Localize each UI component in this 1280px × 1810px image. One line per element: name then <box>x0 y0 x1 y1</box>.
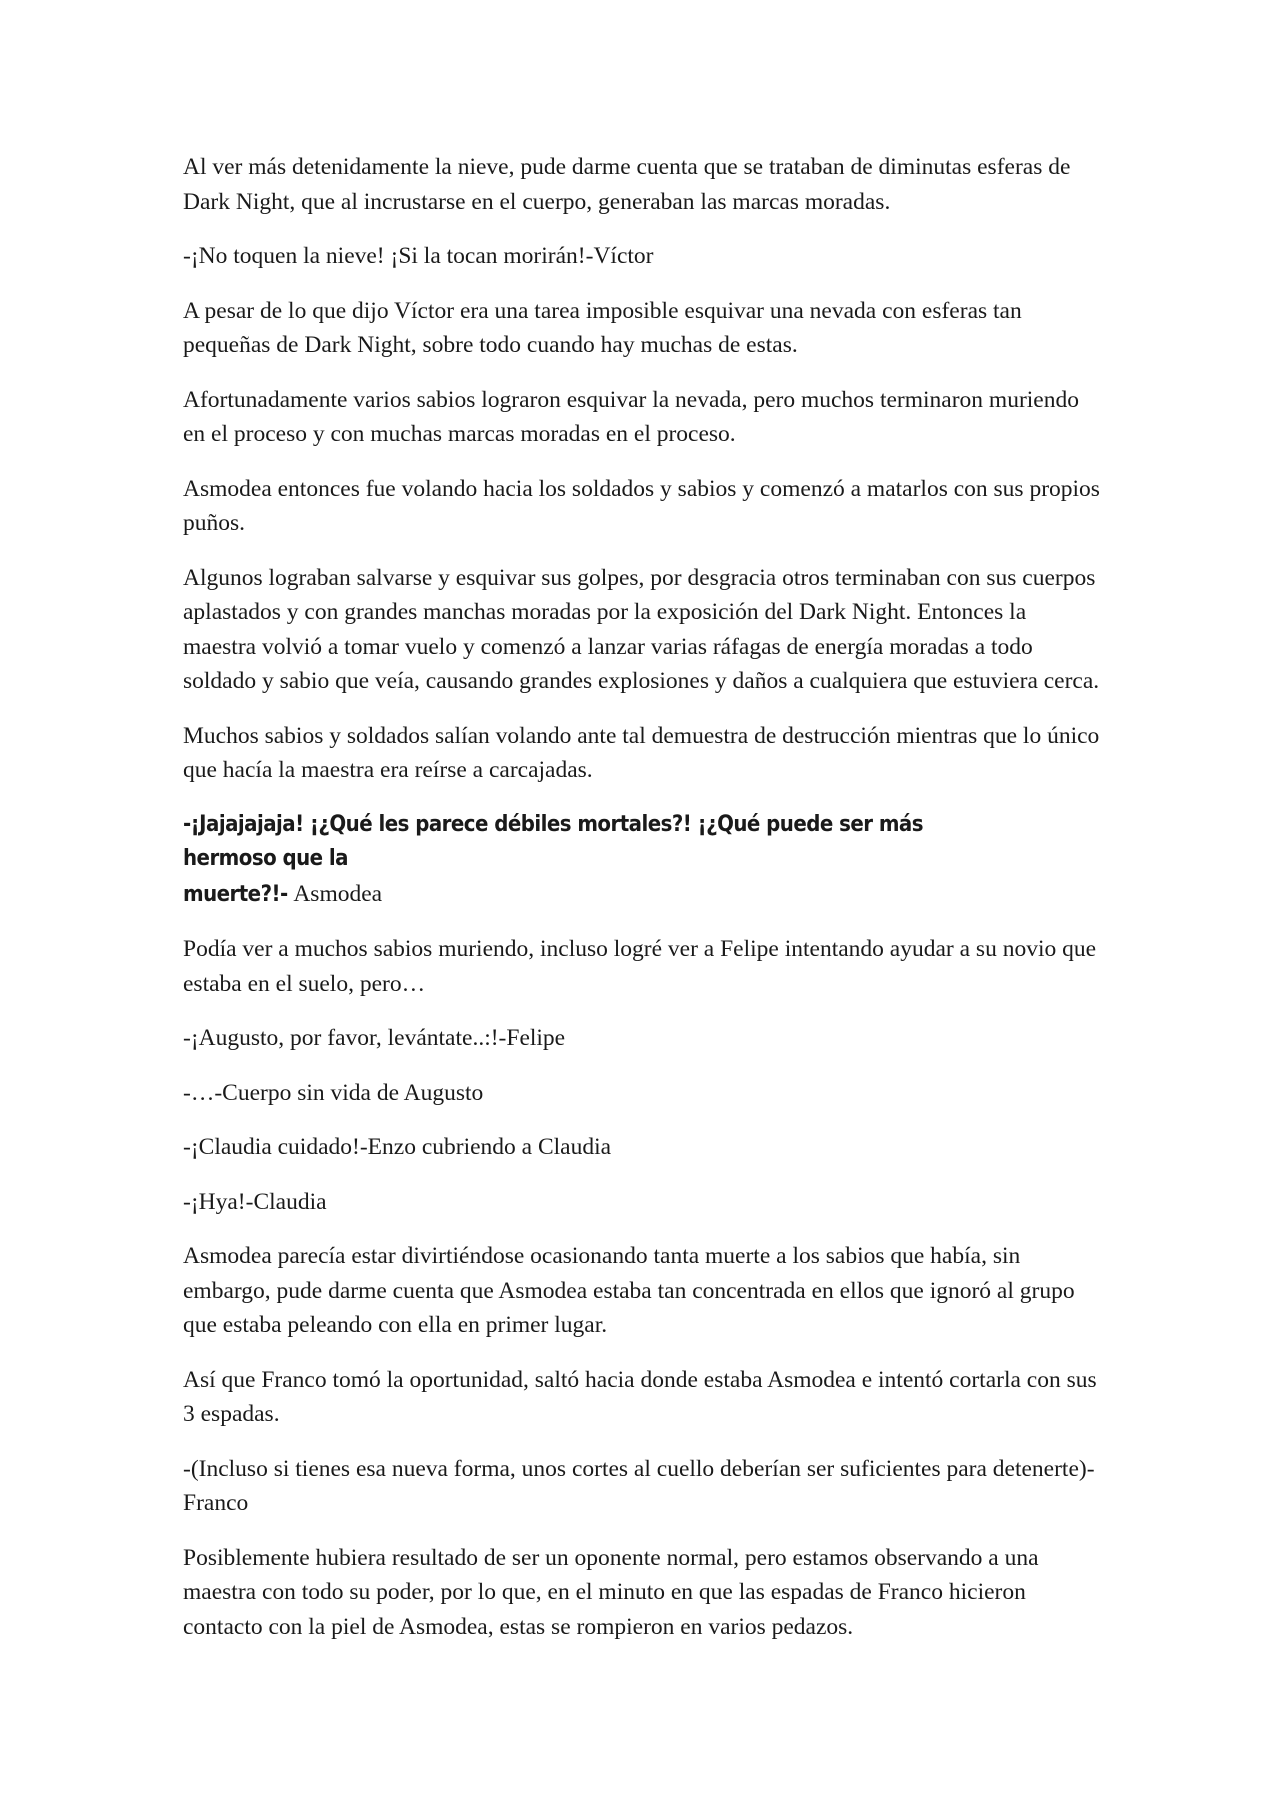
paragraph: Al ver más detenidamente la nieve, pude darme cuenta que se trataban de diminutas esferas de Dark Night, que al incrustarse en el cuerpo, generaban las marcas moradas. <box>183 154 1071 215</box>
paragraph: Asmodea entonces fue volando hacia los soldados y sabios y comenzó a matarlos con sus propios puños. <box>183 475 1100 536</box>
dialogue-line: -¡Augusto, por favor, levántate..:!-Felipe <box>183 1025 566 1051</box>
dialogue-line: -¡Hya!-Claudia <box>183 1188 327 1215</box>
shout-text-line-1: -¡Jajajajaja! ¡¿Qué les parece débiles mortales?! ¡¿Qué puede ser más hermoso que la <box>183 811 923 871</box>
paragraph: Posiblemente hubiera resultado de ser un oponente normal, pero estamos observando a una maestra con todo su poder, por lo que, en el minuto en que las espadas de Franco hicieron contacto con la piel de Asmodea, estas se rompieron en varios pedazos. <box>183 1544 1039 1640</box>
dialogue-line: -¡No toquen la nieve! ¡Si la tocan morirán!-Víctor <box>183 243 654 269</box>
paragraph: Afortunadamente varios sabios lograron esquivar la nevada, pero muchos terminaron muriendo en el proceso y con muchas marcas moradas en el proceso. <box>183 386 1079 447</box>
paragraph: Algunos lograban salvarse y esquivar sus golpes, por desgracia otros terminaban con sus cuerpos aplastados y con grandes manchas moradas por la exposición del Dark Night. Entonces la maestra volvió a tomar vuelo y comenzó a lanzar varias ráfagas de energía moradas a todo soldado y sabio que veía, causando grandes explosiones y daños a cualquiera que estuviera cerca. <box>183 564 1100 694</box>
paragraph: Asmodea parecía estar divirtiéndose ocasionando tanta muerte a los sabios que había, sin embargo, pude darme cuenta que Asmodea estaba tan concentrada en ellos que ignoró al grupo que estaba peleando con ella en primer lugar. <box>183 1243 1075 1338</box>
paragraph: Podía ver a muchos sabios muriendo, incluso logré ver a Felipe intentando ayudar a su novio que estaba en el suelo, pero… <box>183 936 1097 997</box>
document-page <box>183 150 1103 1664</box>
dialogue-line: -¡Claudia cuidado!-Enzo cubriendo a Claudia <box>183 1134 612 1160</box>
shout-dialogue <box>183 808 1103 913</box>
dialogue-line: -(Incluso si tienes esa nueva forma, unos cortes al cuello deberían ser suficientes para detenerte)-Franco <box>183 1455 1095 1516</box>
paragraph: Muchos sabios y soldados salían volando ante tal demuestra de destrucción mientras que lo único que hacía la maestra era reírse a carcajadas. <box>183 722 1100 783</box>
dialogue-line: -…-Cuerpo sin vida de Augusto <box>183 1079 484 1106</box>
paragraph: Así que Franco tomó la oportunidad, saltó hacia donde estaba Asmodea e intentó cortarla con sus 3 espadas. <box>183 1366 1097 1427</box>
shout-text-line-2: muerte?!- <box>183 881 288 907</box>
paragraph: A pesar de lo que dijo Víctor era una tarea imposible esquivar una nevada con esferas tan pequeñas de Dark Night, sobre todo cuando hay muchas de estas. <box>183 297 1022 358</box>
shout-speaker: Asmodea <box>293 880 383 907</box>
